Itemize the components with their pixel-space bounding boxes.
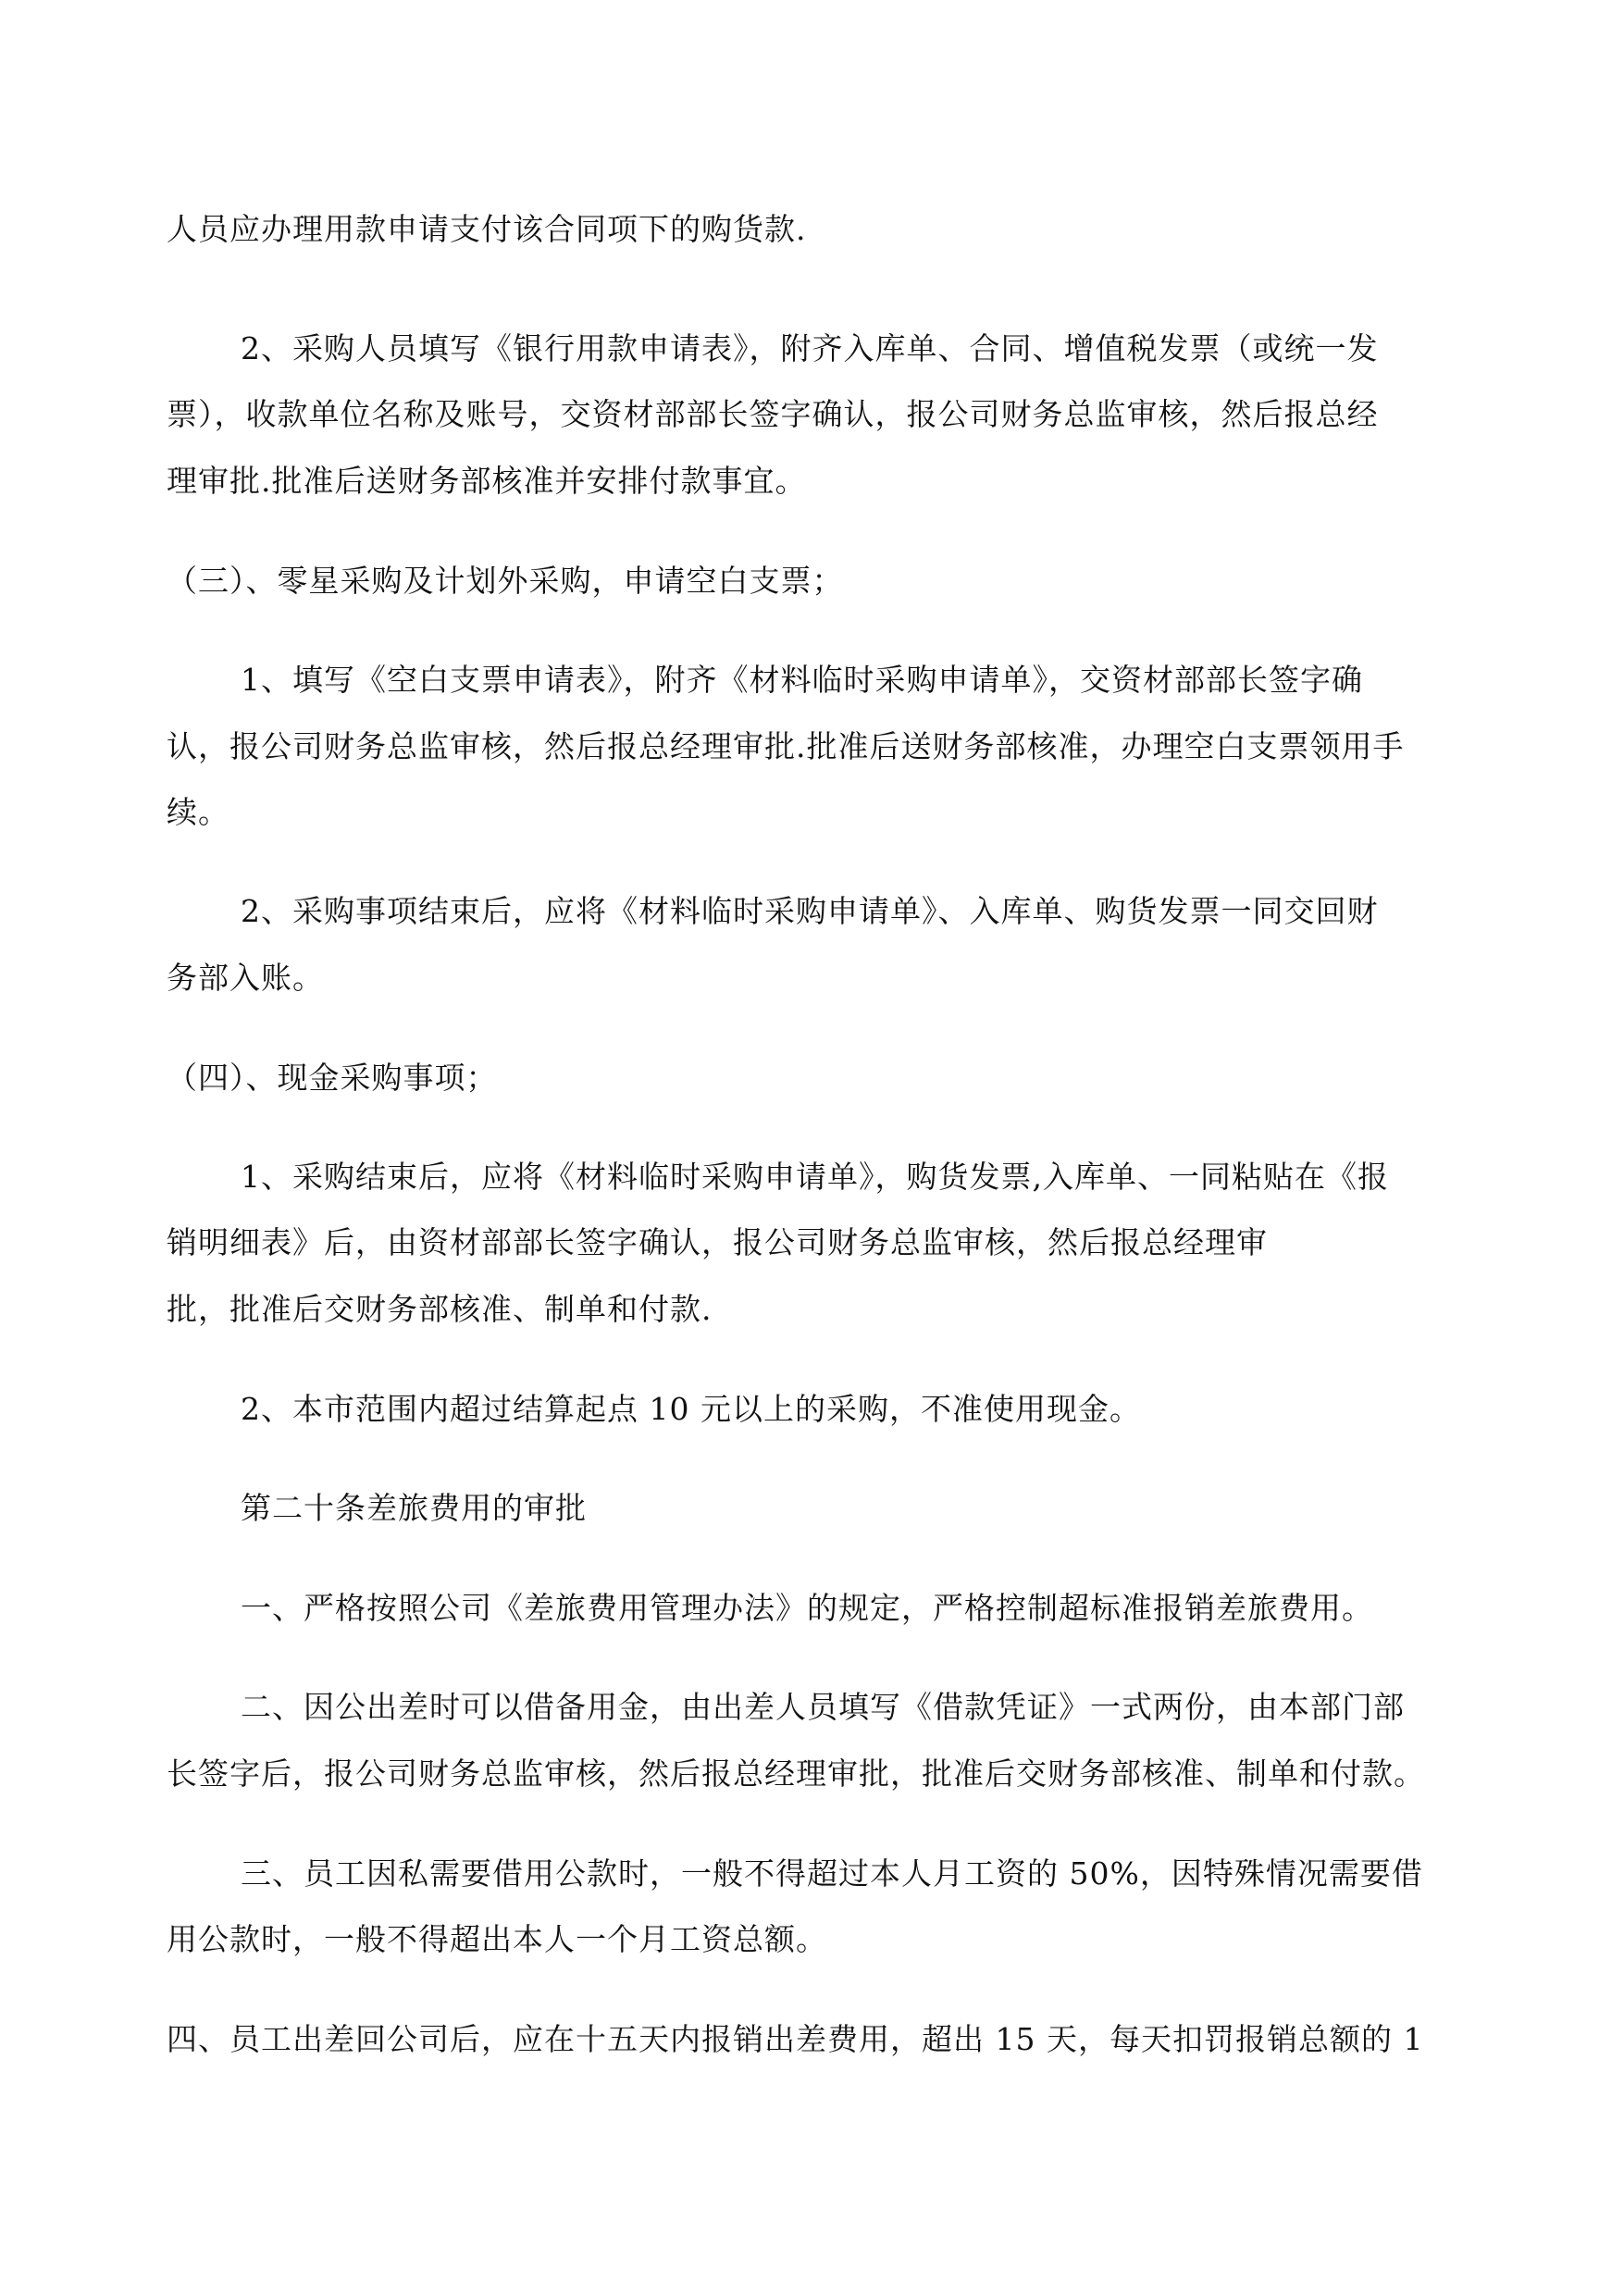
text-line: 票），收款单位名称及账号，交资材部部长签字确认，报公司财务总监审核，然后报总经: [167, 396, 1379, 432]
text-line: 二、因公出差时可以借备用金，由出差人员填写《借款凭证》一式两份，由本部门部: [241, 1689, 1405, 1725]
text-line: 人员应办理用款申请支付该合同项下的购货款.: [167, 211, 807, 247]
text-line: 四、员工出差回公司后，应在十五天内报销出差费用，超出 15 天，每天扣罚报销总额的 1: [167, 2021, 1424, 2057]
text-line: 务部入账。: [167, 960, 324, 996]
text-line: 续。: [167, 794, 229, 830]
text-line: 销明细表》后，由资材部部长签字确认，报公司财务总监审核，然后报总经理审: [167, 1224, 1268, 1260]
text-line: 2、本市范围内超过结算起点 10 元以上的采购，不准使用现金。: [241, 1391, 1141, 1427]
text-line: 2、采购人员填写《银行用款申请表》，附齐入库单、合同、增值税发票（或统一发: [241, 330, 1379, 366]
article-heading: 第二十条差旅费用的审批: [241, 1490, 587, 1526]
text-line: 一、严格按照公司《差旅费用管理办法》的规定，严格控制超标准报销差旅费用。: [241, 1590, 1373, 1626]
text-line: 用公款时，一般不得超出本人一个月工资总额。: [167, 1921, 827, 1957]
text-line: 三、员工因私需要借用公款时，一般不得超过本人月工资的 50%，因特殊情况需要借: [241, 1855, 1423, 1892]
section-heading: （四）、现金采购事项；: [167, 1060, 498, 1096]
text-line: 1、采购结束后，应将《材料临时采购申请单》，购货发票,入库单、一同粘贴在《报: [241, 1159, 1389, 1195]
text-line: 2、采购事项结束后，应将《材料临时采购申请单》、入库单、购货发票一同交回财: [241, 893, 1379, 929]
text-line: 长签字后，报公司财务总监审核，然后报总经理审批，批准后交财务部核准、制单和付款。: [167, 1755, 1425, 1792]
text-line: 认，报公司财务总监审核，然后报总经理审批.批准后送财务部核准，办理空白支票领用手: [167, 728, 1405, 764]
text-line: 1、填写《空白支票申请表》，附齐《材料临时采购申请单》，交资材部部长签字确: [241, 662, 1363, 698]
section-heading: （三）、零星采购及计划外采购，申请空白支票；: [167, 563, 844, 599]
text-line: 批，批准后交财务部核准、制单和付款.: [167, 1291, 713, 1327]
text-line: 理审批.批准后送财务部核准并安排付款事宜。: [167, 463, 807, 499]
